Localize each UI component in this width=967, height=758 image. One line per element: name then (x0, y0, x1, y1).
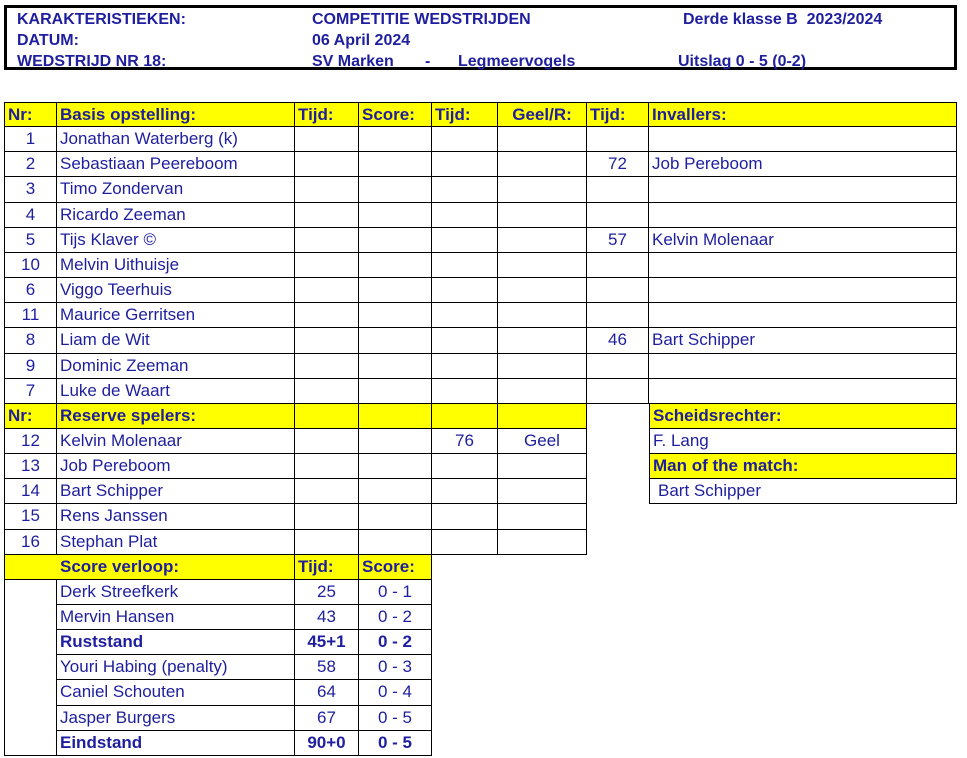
header-geel-rood: Geel/R: (498, 102, 587, 127)
player-number: 9 (4, 354, 57, 379)
tijd-cell (432, 127, 498, 152)
header-blank (359, 404, 432, 429)
tijd-cell (432, 203, 498, 228)
tijd-cell (295, 354, 359, 379)
tijd-cell (432, 278, 498, 303)
sub-time: 72 (587, 152, 649, 177)
goal-scorer: Youri Habing (penalty) (57, 655, 295, 680)
sub-time (587, 127, 649, 152)
competitie-title: COMPETITIE WEDSTRIJDEN (312, 11, 531, 28)
sub-name (649, 203, 957, 228)
tijd-cell (295, 328, 359, 354)
card-cell (498, 203, 587, 228)
man-of-the-match-name: Bart Schipper (649, 479, 957, 504)
sub-name: Bart Schipper (649, 328, 957, 354)
sub-name (649, 278, 957, 303)
header-tijd: Tijd: (295, 555, 359, 580)
card-time (432, 530, 498, 555)
blank-cell (4, 605, 57, 630)
player-name: Luke de Waart (57, 379, 295, 404)
tijd-cell (295, 203, 359, 228)
player-name: Viggo Teerhuis (57, 278, 295, 303)
sub-time (587, 253, 649, 278)
blank-cell (4, 680, 57, 706)
card-time (432, 504, 498, 530)
tijd-cell (295, 152, 359, 177)
sub-time: 57 (587, 228, 649, 253)
score-cell (359, 228, 432, 253)
header-tijd: Tijd: (295, 102, 359, 127)
header-man-of-the-match: Man of the match: (649, 454, 957, 479)
tijd-cell (295, 379, 359, 404)
header-nr: Nr: (4, 404, 57, 429)
sub-time (587, 354, 649, 379)
player-number: 7 (4, 379, 57, 404)
sub-name (649, 379, 957, 404)
sub-name (649, 354, 957, 379)
player-name: Ricardo Zeeman (57, 203, 295, 228)
card-cell (498, 228, 587, 253)
header-scheidsrechter: Scheidsrechter: (649, 404, 957, 429)
goal-score: 0 - 1 (359, 580, 432, 605)
tijd-cell (295, 454, 359, 479)
tijd-cell (432, 152, 498, 177)
tijd-cell (295, 303, 359, 328)
tijd-cell (295, 177, 359, 203)
sub-name: Kelvin Molenaar (649, 228, 957, 253)
goal-time: 90+0 (295, 731, 359, 756)
player-name: Dominic Zeeman (57, 354, 295, 379)
tijd-cell (295, 504, 359, 530)
goal-scorer: Eindstand (57, 731, 295, 756)
match-header-box (4, 5, 957, 70)
card-cell (498, 379, 587, 404)
card-type: Geel (498, 429, 587, 454)
away-team: Legmeervogels (458, 53, 576, 70)
goal-score: 0 - 5 (359, 731, 432, 756)
tijd-cell (432, 177, 498, 203)
score-cell (359, 530, 432, 555)
karakteristieken-label: KARAKTERISTIEKEN: (17, 11, 186, 28)
reserve-number: 12 (4, 429, 57, 454)
tijd-cell (295, 429, 359, 454)
tijd-cell (432, 228, 498, 253)
player-number: 6 (4, 278, 57, 303)
tijd-cell (432, 253, 498, 278)
goal-scorer: Derk Streefkerk (57, 580, 295, 605)
player-number: 10 (4, 253, 57, 278)
card-cell (498, 127, 587, 152)
sub-name (649, 303, 957, 328)
goal-scorer: Jasper Burgers (57, 706, 295, 731)
header-score: Score: (359, 555, 432, 580)
reserve-number: 15 (4, 504, 57, 530)
goal-score: 0 - 2 (359, 605, 432, 630)
header-basis-opstelling: Basis opstelling: (57, 102, 295, 127)
player-number: 1 (4, 127, 57, 152)
score-cell (359, 504, 432, 530)
card-time (432, 479, 498, 504)
card-cell (498, 278, 587, 303)
header-tijd: Tijd: (432, 102, 498, 127)
score-cell (359, 429, 432, 454)
score-cell (359, 177, 432, 203)
tijd-cell (295, 228, 359, 253)
goal-score: 0 - 3 (359, 655, 432, 680)
goal-time: 58 (295, 655, 359, 680)
goal-score: 0 - 5 (359, 706, 432, 731)
card-cell (498, 253, 587, 278)
card-time: 76 (432, 429, 498, 454)
player-name: Timo Zondervan (57, 177, 295, 203)
header-blank (4, 555, 57, 580)
klasse-season: Derde klasse B 2023/2024 (683, 11, 883, 28)
card-cell (498, 354, 587, 379)
tijd-cell (295, 278, 359, 303)
score-cell (359, 253, 432, 278)
sub-name (649, 127, 957, 152)
reserve-name: Rens Janssen (57, 504, 295, 530)
reserve-name: Bart Schipper (57, 479, 295, 504)
home-team: SV Marken (312, 53, 394, 70)
sub-name: Job Pereboom (649, 152, 957, 177)
card-type (498, 530, 587, 555)
reserve-number: 16 (4, 530, 57, 555)
header-blank (498, 404, 587, 429)
card-type (498, 454, 587, 479)
reserve-number: 14 (4, 479, 57, 504)
sub-name (649, 177, 957, 203)
team-separator: - (425, 53, 431, 70)
reserve-name: Job Pereboom (57, 454, 295, 479)
card-time (432, 454, 498, 479)
goal-time: 43 (295, 605, 359, 630)
player-name: Melvin Uithuisje (57, 253, 295, 278)
blank-cell (4, 655, 57, 680)
header-invallers: Invallers: (649, 102, 957, 127)
player-number: 8 (4, 328, 57, 354)
header-score: Score: (359, 102, 432, 127)
score-cell (359, 379, 432, 404)
player-name: Tijs Klaver © (57, 228, 295, 253)
sub-time (587, 203, 649, 228)
score-cell (359, 354, 432, 379)
goal-score: 0 - 2 (359, 630, 432, 655)
match-result: Uitslag 0 - 5 (0-2) (678, 53, 807, 70)
blank-cell (4, 731, 57, 756)
score-cell (359, 152, 432, 177)
tijd-cell (295, 253, 359, 278)
tijd-cell (295, 127, 359, 152)
card-cell (498, 177, 587, 203)
blank-cell (4, 580, 57, 605)
player-number: 3 (4, 177, 57, 203)
header-tijd: Tijd: (587, 102, 649, 127)
player-name: Sebastiaan Peereboom (57, 152, 295, 177)
card-type (498, 504, 587, 530)
sub-time: 46 (587, 328, 649, 354)
sub-name (649, 253, 957, 278)
sub-time (587, 177, 649, 203)
tijd-cell (432, 354, 498, 379)
player-name: Liam de Wit (57, 328, 295, 354)
sub-time (587, 278, 649, 303)
reserve-name: Kelvin Molenaar (57, 429, 295, 454)
goal-time: 64 (295, 680, 359, 706)
blank-cell (4, 706, 57, 731)
goal-scorer: Caniel Schouten (57, 680, 295, 706)
goal-scorer: Ruststand (57, 630, 295, 655)
sub-time (587, 303, 649, 328)
score-cell (359, 479, 432, 504)
goal-time: 45+1 (295, 630, 359, 655)
tijd-cell (432, 379, 498, 404)
player-name: Maurice Gerritsen (57, 303, 295, 328)
datum-label: DATUM: (17, 32, 79, 49)
sub-time (587, 379, 649, 404)
header-blank (295, 404, 359, 429)
card-cell (498, 328, 587, 354)
score-cell (359, 203, 432, 228)
blank-cell (4, 630, 57, 655)
header-reserve-spelers: Reserve spelers: (57, 404, 295, 429)
goal-time: 25 (295, 580, 359, 605)
referee-name: F. Lang (649, 429, 957, 454)
goal-time: 67 (295, 706, 359, 731)
player-number: 11 (4, 303, 57, 328)
reserve-name: Stephan Plat (57, 530, 295, 555)
score-cell (359, 454, 432, 479)
card-cell (498, 303, 587, 328)
goal-score: 0 - 4 (359, 680, 432, 706)
header-score-verloop: Score verloop: (57, 555, 295, 580)
score-cell (359, 278, 432, 303)
player-number: 5 (4, 228, 57, 253)
tijd-cell (295, 530, 359, 555)
tijd-cell (432, 303, 498, 328)
player-number: 2 (4, 152, 57, 177)
header-blank (432, 404, 498, 429)
wedstrijd-label: WEDSTRIJD NR 18: (17, 53, 167, 70)
tijd-cell (432, 328, 498, 354)
tijd-cell (295, 479, 359, 504)
card-type (498, 479, 587, 504)
player-number: 4 (4, 203, 57, 228)
header-nr: Nr: (4, 102, 57, 127)
match-date: 06 April 2024 (312, 32, 411, 49)
score-cell (359, 328, 432, 354)
score-cell (359, 127, 432, 152)
card-cell (498, 152, 587, 177)
score-cell (359, 303, 432, 328)
reserve-number: 13 (4, 454, 57, 479)
goal-scorer: Mervin Hansen (57, 605, 295, 630)
player-name: Jonathan Waterberg (k) (57, 127, 295, 152)
